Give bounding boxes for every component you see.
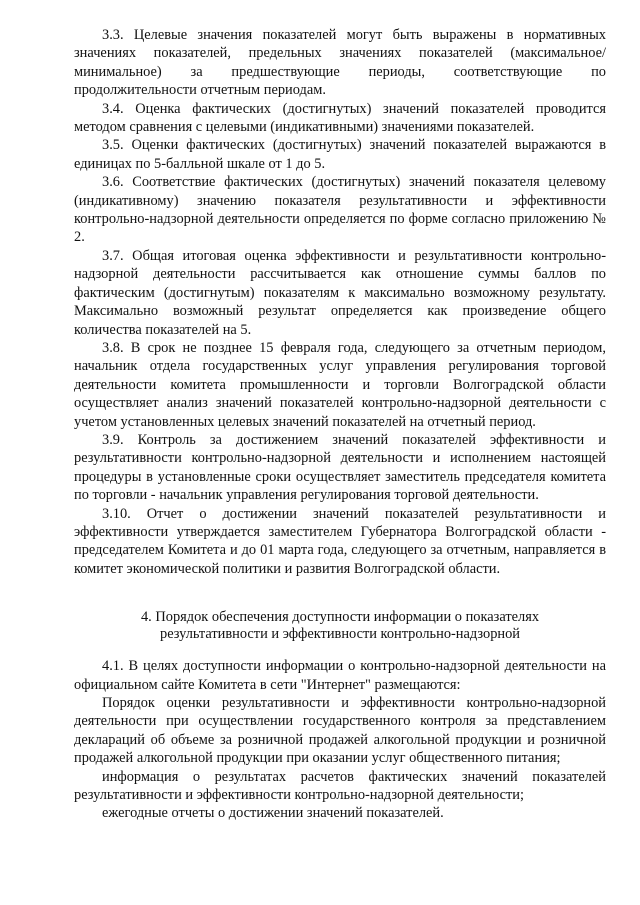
section-4-heading-line-2: результативности и эффективности контрольно-надзорной [160,626,520,643]
section-4-heading-line-1: 4. Порядок обеспечения доступности информации о показателях [140,609,540,626]
paragraph-3-4: 3.4. Оценка фактических (достигнутых) значений показателей проводится методом сравнения с целевыми (индикативными) значениями показателей. [74,100,606,136]
list-item-annual-reports: ежегодные отчеты о достижении значений показателей. [102,805,444,822]
paragraph-4-1: 4.1. В целях доступности информации о контрольно-надзорной деятельности на официальном сайте Комитета в сети "Интернет" размещаются: [74,658,606,693]
paragraph-3-9: 3.9. Контроль за достижением значений показателей эффективности и результативности контрольно-надзорной деятельности и исполнением настоящей процедуры в установленные сроки осуществляет заместитель председателя комитета по торговли - начальник управления регулирования торговой деятельности. [74,431,606,504]
list-item-calculation-results: информация о результатах расчетов фактических значений показателей результативности и эффективности контрольно-надзорной деятельности; [74,768,606,804]
paragraph-3-10: 3.10. Отчет о достижении значений показателей результативности и эффективности утверждается заместителем Губернатора Волгоградской области - председателем Комитета и до 01 марта года, следующего за отчетным, направляется в комитет экономической политики и развития Волгоградской области. [74,505,606,577]
section-4-heading [74,609,606,643]
paragraph-3-7: 3.7. Общая итоговая оценка эффективности и результативности контрольно-надзорной деятельности рассчитывается как отношение суммы баллов по фактическим (достигнутым) показателям к максимально возможному результату. Максимально возможный результат определяется как произведение общего количества показателей на 5. [74,247,606,338]
paragraph-3-6: 3.6. Соответствие фактических (достигнутых) значений показателя целевому (индикативному) значению показателя результативности и эффективности контрольно-надзорной деятельности определяется по форме согласно приложению № 2. [74,174,606,246]
paragraph-3-5: 3.5. Оценки фактических (достигнутых) значений показателей выражаются в единицах по 5-балльной шкале от 1 до 5. [74,137,606,172]
document-page [74,26,606,823]
paragraph-3-3: 3.3. Целевые значения показателей могут быть выражены в нормативных значениях показателей, предельных значениях показателей (максимальное/минимальное) за предшествующие периоды, соответствующие по продолжительности отчетным периодам. [74,27,606,99]
list-item-evaluation-procedure: Порядок оценки результативности и эффективности контрольно-надзорной деятельности при осуществлении государственного контроля за представлением деклараций об объеме за розничной продажей алкогольной продукции и розничной продажей алкогольной продукции при оказании услуг общественного питания; [74,695,606,767]
paragraph-3-8: 3.8. В срок не позднее 15 февраля года, следующего за отчетным периодом, начальник отдела государственных услуг управления регулирования торговой деятельности комитета промышленности и торговли Волгоградской области осуществляет анализ значений показателей контрольно-надзорной деятельности с учетом установленных целевых значений показателей на отчетный период. [74,339,606,430]
